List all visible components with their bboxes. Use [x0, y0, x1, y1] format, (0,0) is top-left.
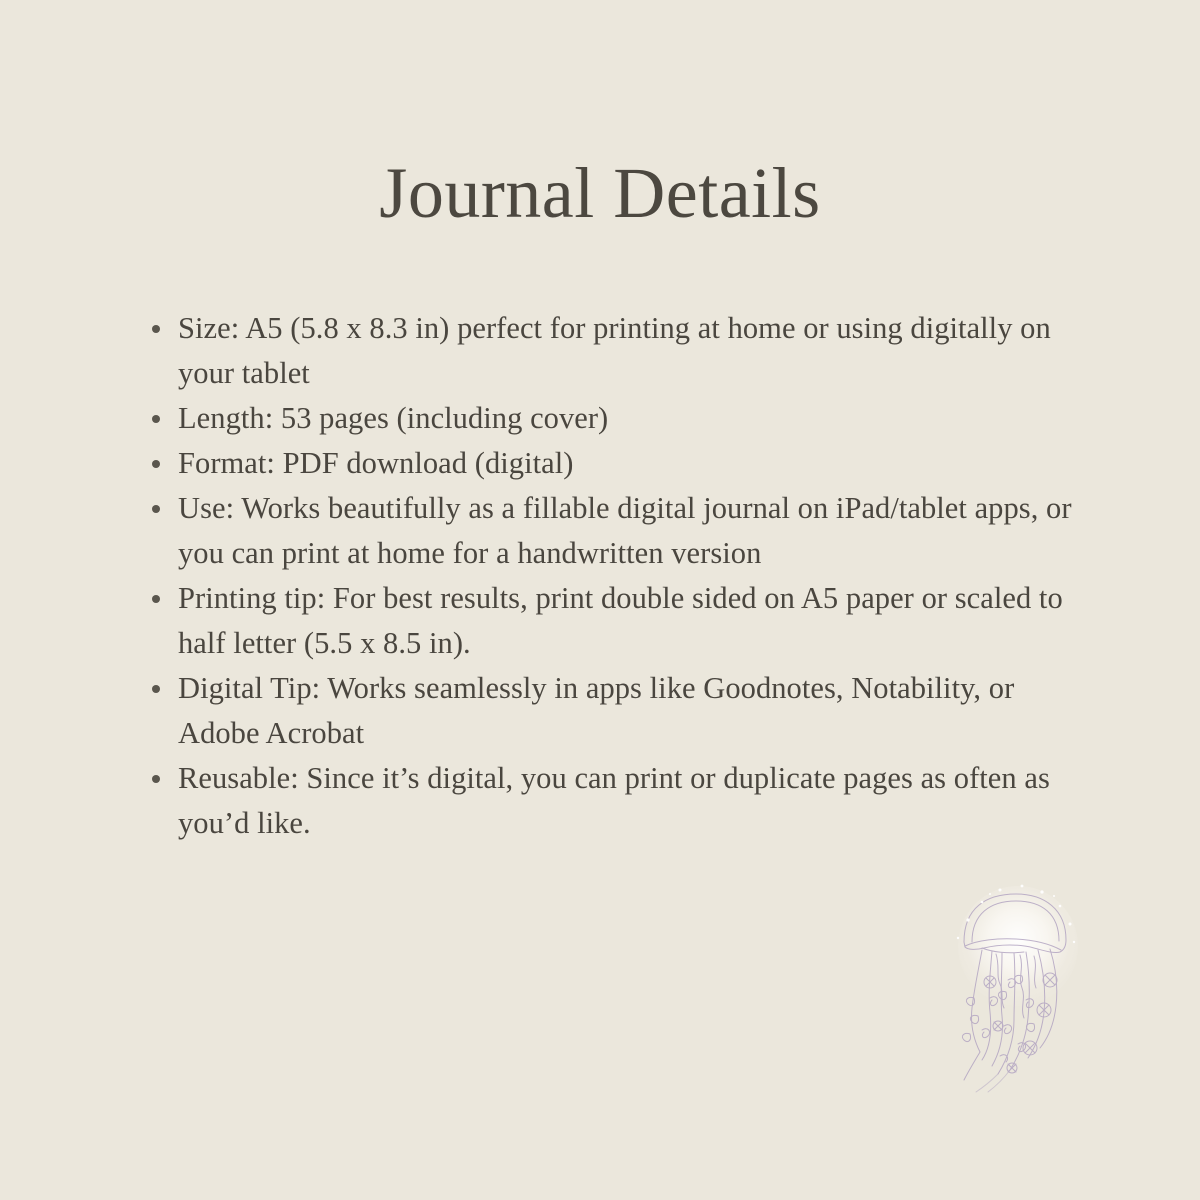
list-item — [148, 666, 1078, 756]
jellyfish-illustration — [938, 880, 1098, 1095]
list-item — [148, 441, 1078, 486]
list-item — [148, 306, 1078, 396]
jellyfish-line-art-icon — [938, 880, 1098, 1095]
list-item-text: Format: PDF download (digital) — [178, 446, 574, 480]
list-item — [148, 396, 1078, 441]
list-item-text: Digital Tip: Works seamlessly in apps like Goodnotes, Notability, or Adobe Acrobat — [178, 671, 1015, 750]
journal-details-list — [148, 306, 1078, 846]
list-item-text: Length: 53 pages (including cover) — [178, 401, 609, 435]
bullet-dot-icon — [152, 325, 160, 333]
list-item-text: Size: A5 (5.8 x 8.3 in) perfect for printing at home or using digitally on your tablet — [178, 311, 1051, 390]
list-item — [148, 756, 1078, 846]
page-title: Journal Details — [379, 153, 821, 234]
list-item-text: Reusable: Since it’s digital, you can print or duplicate pages as often as you’d like. — [178, 761, 1050, 840]
list-item-text: Printing tip: For best results, print double sided on A5 paper or scaled to half letter (5.5 x 8.5 in). — [178, 581, 1063, 660]
bullet-dot-icon — [152, 595, 160, 603]
list-item — [148, 486, 1078, 576]
bullet-dot-icon — [152, 505, 160, 513]
page-title-container — [0, 108, 1200, 280]
list-item — [148, 576, 1078, 666]
jellyfish-glow — [958, 886, 1078, 1006]
bullet-dot-icon — [152, 685, 160, 693]
bullet-dot-icon — [152, 460, 160, 468]
bullet-dot-icon — [152, 415, 160, 423]
bullet-dot-icon — [152, 775, 160, 783]
sparkle-dots — [957, 885, 1075, 944]
list-item-text: Use: Works beautifully as a fillable digital journal on iPad/tablet apps, or you can print at home for a handwritten version — [178, 491, 1072, 570]
